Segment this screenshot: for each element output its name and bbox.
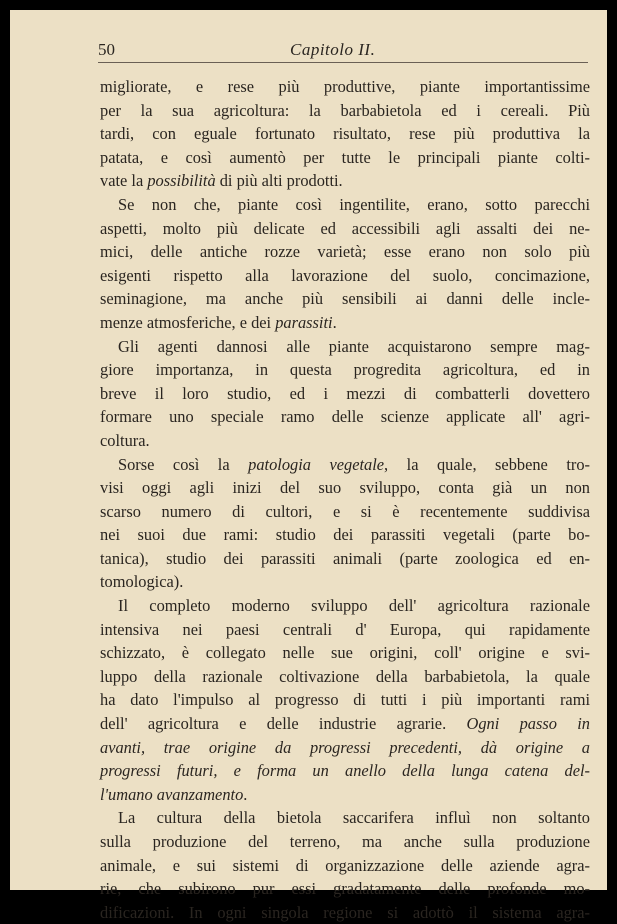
text-run: dificazioni. In ogni singola regione si adottò il sistema agra-: [100, 902, 590, 922]
text-line: [100, 217, 590, 241]
text-run: seminagione, ma anche più sensibili ai danni delle incle-: [100, 289, 590, 309]
text-line: [100, 806, 590, 830]
book-page: [10, 10, 607, 922]
italic-text: progressi futuri, e forma un anello della lunga catena del-: [100, 761, 590, 781]
text-line: [100, 877, 590, 901]
text-line: [100, 665, 590, 689]
text-line: [100, 688, 590, 712]
text-run: .: [243, 784, 248, 804]
text-line: [100, 523, 590, 547]
text-line: [100, 500, 590, 524]
text-run: menze atmosferiche, e dei: [100, 312, 276, 332]
text-line: [100, 830, 590, 854]
text-line: [100, 854, 590, 878]
header-rule: [98, 62, 588, 63]
text-run: Se non che, piante così ingentilite, erano, sotto parecchi: [118, 194, 590, 214]
text-run: di più alti prodotti.: [215, 171, 343, 191]
running-title: Capitolo II.: [290, 40, 376, 59]
text-line: [100, 287, 590, 311]
text-run: migliorate, e rese più produttive, piante importantissime: [100, 77, 590, 96]
italic-text: possibilità: [147, 171, 216, 191]
text-line: [100, 146, 590, 170]
text-line: [100, 99, 590, 123]
text-line: [100, 570, 590, 594]
text-line: [100, 75, 590, 99]
text-run: coltura.: [100, 430, 150, 450]
text-line: [100, 618, 590, 642]
text-line: [100, 736, 590, 760]
text-run: tanica), studio dei parassiti animali (parte zoologica ed en-: [100, 548, 590, 568]
text-run: Sorse così la: [118, 454, 249, 474]
text-line: [100, 382, 590, 406]
text-run: tomologica).: [100, 572, 184, 592]
text-line: [100, 712, 590, 736]
text-line: [100, 358, 590, 382]
text-line: [100, 240, 590, 264]
page-header: [10, 40, 607, 70]
text-run: luppo della razionale coltivazione della barbabietola, la quale: [100, 666, 590, 686]
text-run: Il completo moderno sviluppo dell' agricoltura razionale: [118, 596, 590, 616]
text-run: intensiva nei paesi centrali d' Europa, qui rapidamente: [100, 619, 590, 639]
text-run: Gli agenti dannosi alle piante acquistarono sempre mag-: [118, 336, 590, 356]
text-run: per la sua agricoltura: la barbabietola ed i cereali. Più: [100, 100, 590, 120]
body-text: [100, 75, 590, 924]
text-run: schizzato, è collegato nelle sue origini, coll' origine e svi-: [100, 643, 590, 663]
text-run: breve il loro studio, ed i mezzi di combatterli dovettero: [100, 383, 590, 403]
text-run: ha dato l'impulso al progresso di tutti i più importanti rami: [100, 690, 590, 710]
text-line: [100, 429, 590, 453]
text-run: tardi, con eguale fortunato risultato, rese più produttiva la: [100, 124, 590, 144]
text-run: esigenti rispetto alla lavorazione del suolo, concimazione,: [100, 265, 590, 285]
text-run: giore importanza, in questa progredita agricoltura, ed in: [100, 360, 590, 380]
italic-text: parassiti: [275, 312, 333, 332]
text-run: visi oggi agli inizi del suo sviluppo, conta già un non: [100, 478, 590, 498]
text-line: [100, 335, 590, 359]
text-line: [100, 901, 590, 924]
text-line: [100, 476, 590, 500]
text-run: nei suoi due rami: studio dei parassiti vegetali (parte bo-: [100, 525, 590, 545]
text-run: , la quale, sebbene tro-: [384, 454, 590, 474]
page-number: 50: [98, 40, 115, 59]
text-line: [100, 405, 590, 429]
italic-text: patologia vegetale: [248, 454, 385, 474]
text-run: scarso numero di cultori, e si è recentemente suddivisa: [100, 501, 590, 521]
text-run: patata, e così aumentò per tutte le principali piante colti-: [100, 147, 590, 167]
text-run: rie, che subirono pur essi gradatamente delle profonde mo-: [100, 879, 590, 899]
text-line: [100, 547, 590, 571]
text-line: [100, 311, 590, 335]
text-run: mici, delle antiche rozze varietà; esse erano non solo più: [100, 242, 590, 262]
italic-text: l'umano avanzamento: [100, 784, 244, 804]
text-line: [100, 783, 590, 807]
italic-text: avanti, trae origine da progressi precedenti, dà origine a: [100, 737, 590, 757]
text-run: .: [332, 312, 337, 332]
text-run: animale, e sui sistemi di organizzazione delle aziende agra-: [100, 855, 590, 875]
text-line: [100, 264, 590, 288]
text-run: La cultura della bietola saccarifera influì non soltanto: [118, 808, 590, 828]
italic-text: Ogni passo in: [466, 714, 590, 734]
text-line: [100, 453, 590, 477]
text-line: [100, 193, 590, 217]
text-line: [100, 594, 590, 618]
text-line: [100, 169, 590, 193]
text-run: vate la: [100, 171, 148, 191]
text-run: aspetti, molto più delicate ed accessibili agli assalti dei ne-: [100, 218, 590, 238]
text-run: dell' agricoltura e delle industrie agrarie.: [100, 714, 467, 734]
text-line: [100, 641, 590, 665]
text-run: formare uno speciale ramo delle scienze applicate all' agri-: [100, 407, 590, 427]
text-run: sulla produzione del terreno, ma anche sulla produzione: [100, 832, 590, 851]
text-line: [100, 759, 590, 783]
text-line: [100, 122, 590, 146]
